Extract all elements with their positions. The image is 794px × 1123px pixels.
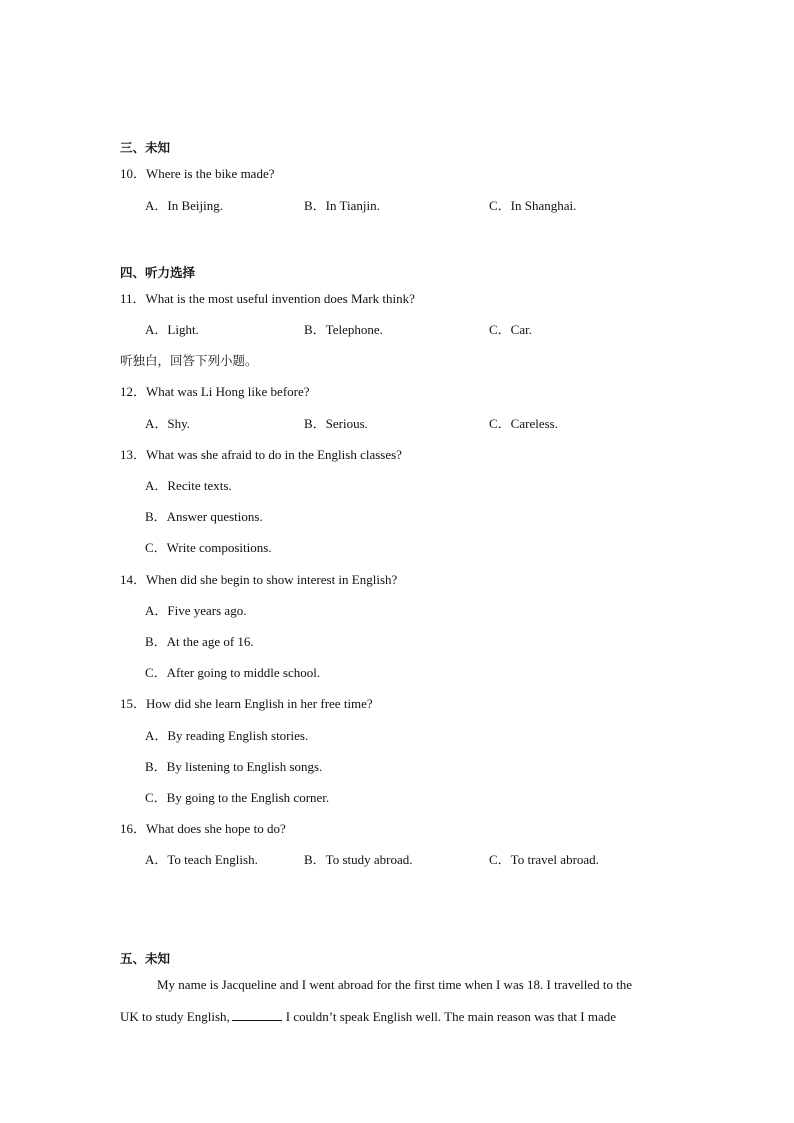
question-16: 16．What does she hope to do? — [120, 821, 286, 836]
section-4-title: 四、听力选择 — [120, 265, 196, 280]
question-13-option-c: C．Write compositions. — [145, 540, 272, 555]
question-10: 10．Where is the bike made? — [120, 166, 275, 181]
question-13-option-b: B．Answer questions. — [145, 509, 263, 524]
passage-line-2-end: I couldn’t speak English well. The main reason was that I made — [285, 1009, 617, 1024]
section-3-title: 三、未知 — [120, 140, 171, 155]
question-12-options — [145, 416, 794, 432]
option-a: A．In Beijing. — [145, 198, 223, 213]
option-a: A．To teach English. — [145, 852, 258, 867]
passage-line-1: My name is Jacqueline and I went abroad for the first time when I was 18. I travelled to the — [157, 977, 633, 992]
option-c: C．Careless. — [489, 416, 558, 431]
option-a: A．Light. — [145, 322, 199, 337]
option-a: A．Shy. — [145, 416, 191, 431]
passage-line-2 — [120, 1008, 680, 1025]
option-b: B．To study abroad. — [304, 852, 413, 867]
option-b: B．In Tianjin. — [304, 198, 380, 213]
question-10-options — [145, 198, 794, 214]
question-15-option-b: B．By listening to English songs. — [145, 759, 323, 774]
question-11: 11．What is the most useful invention does Mark think? — [120, 291, 415, 306]
question-13-option-a: A．Recite texts. — [145, 478, 232, 493]
listening-note: 听独白，回答下列小题。 — [120, 353, 258, 368]
question-12: 12．What was Li Hong like before? — [120, 384, 310, 399]
question-14-option-c: C．After going to middle school. — [145, 665, 321, 680]
option-b: B．Telephone. — [304, 322, 383, 337]
option-c: C．To travel abroad. — [489, 852, 599, 867]
question-13: 13．What was she afraid to do in the English classes? — [120, 447, 402, 462]
question-15-option-a: A．By reading English stories. — [145, 728, 309, 743]
question-11-options — [145, 322, 794, 338]
section-5-title: 五、未知 — [120, 951, 171, 966]
question-15-option-c: C．By going to the English corner. — [145, 790, 330, 805]
fill-blank — [232, 1008, 282, 1021]
option-c: C．In Shanghai. — [489, 198, 577, 213]
option-c: C．Car. — [489, 322, 532, 337]
passage-line-2-start: UK to study English, — [120, 1009, 230, 1024]
option-b: B．Serious. — [304, 416, 368, 431]
question-15: 15．How did she learn English in her free time? — [120, 696, 373, 711]
question-14: 14．When did she begin to show interest in English? — [120, 572, 398, 587]
question-14-option-b: B．At the age of 16. — [145, 634, 254, 649]
question-16-options — [145, 852, 794, 868]
question-14-option-a: A．Five years ago. — [145, 603, 247, 618]
